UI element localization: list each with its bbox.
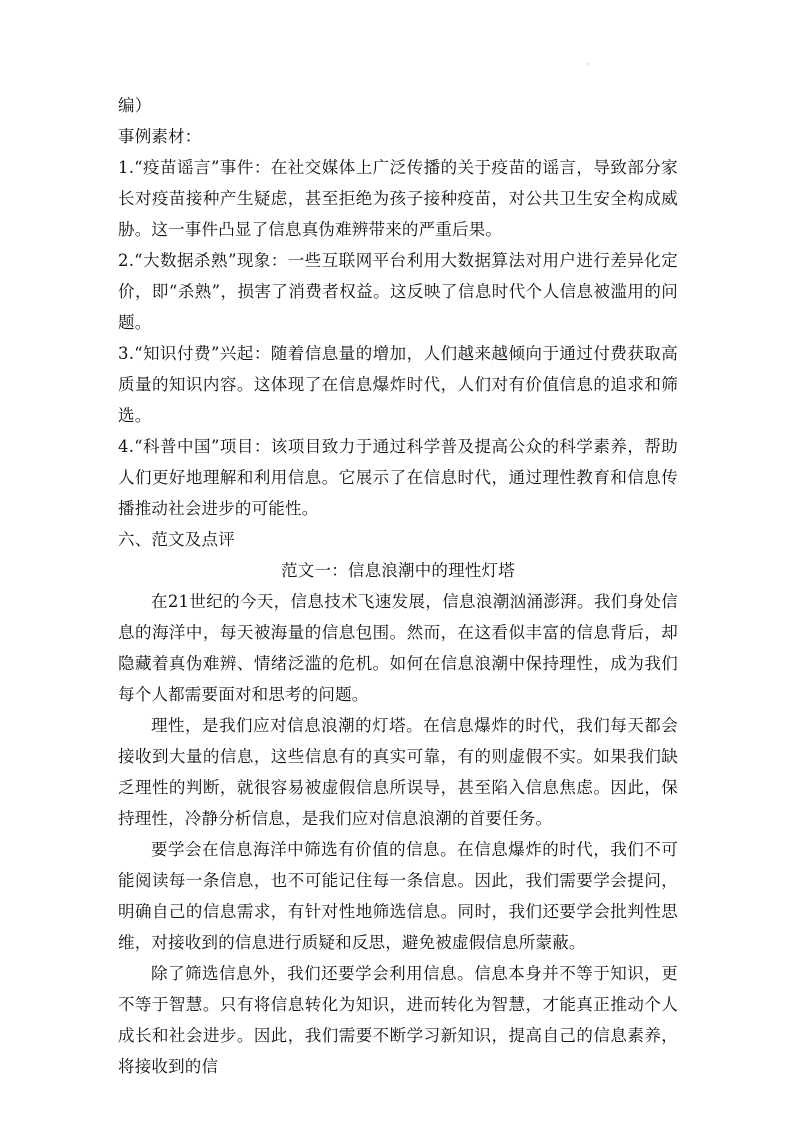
section-heading-six: 六、范文及点评: [118, 530, 235, 549]
essay-title: 范文一：信息浪潮中的理性灯塔: [281, 561, 515, 580]
essay-paragraph-3: 要学会在信息海洋中筛选有价值的信息。在信息爆炸的时代，我们不可能阅读每一条信息，也不可能记住每一条信息。因此，我们需要学会提问，明确自己的信息需求，有针对性地筛选信息。同时，我们还要学会批判性思维，对接收到的信息进行质疑和反思，避免被虚假信息所蒙蔽。: [118, 840, 678, 952]
example-item-2: 2.“大数据杀熟”现象：一些互联网平台利用大数据算法对用户进行差异化定价，即“杀熟”，损害了消费者权益。这反映了信息时代个人信息被滥用的问题。: [118, 251, 678, 332]
section-label-examples: 事例素材：: [118, 127, 202, 146]
essay-paragraph-4: 除了筛选信息外，我们还要学会利用信息。信息本身并不等于知识，更不等于智慧。只有将信息转化为知识，进而转化为智慧，才能真正推动个人成长和社会进步。因此，我们需要不断学习新知识，提高自己的信息素养，将接收到的信: [118, 964, 678, 1076]
corner-mark: ·: [586, 60, 589, 69]
essay-paragraph-2: 理性，是我们应对信息浪潮的灯塔。在信息爆炸的时代，我们每天都会接收到大量的信息，这些信息有的真实可靠，有的则虚假不实。如果我们缺乏理性的判断，就很容易被虚假信息所误导，甚至陷入信息焦虑。因此，保持理性，冷静分析信息，是我们应对信息浪潮的首要任务。: [118, 716, 678, 828]
example-item-1: 1.“疫苗谣言”事件：在社交媒体上广泛传播的关于疫苗的谣言，导致部分家长对疫苗接种产生疑虑，甚至拒绝为孩子接种疫苗，对公共卫生安全构成威胁。这一事件凸显了信息真伪难辨带来的严重后果。: [118, 158, 678, 239]
example-item-4: 4.“科普中国”项目：该项目致力于通过科学普及提高公众的科学素养，帮助人们更好地理解和利用信息。它展示了在信息时代，通过理性教育和信息传播推动社会进步的可能性。: [118, 437, 678, 518]
text-line-continuation: 编）: [118, 96, 152, 115]
document-body: [118, 90, 678, 1082]
example-item-3: 3.“知识付费”兴起：随着信息量的增加，人们越来越倾向于通过付费获取高质量的知识内容。这体现了在信息爆炸时代，人们对有价值信息的追求和筛选。: [118, 344, 678, 425]
essay-paragraph-1: 在21世纪的今天，信息技术飞速发展，信息浪潮汹涌澎湃。我们身处信息的海洋中，每天被海量的信息包围。然而，在这看似丰富的信息背后，却隐藏着真伪难辨、情绪泛滥的危机。如何在信息浪潮中保持理性，成为我们每个人都需要面对和思考的问题。: [118, 592, 678, 704]
